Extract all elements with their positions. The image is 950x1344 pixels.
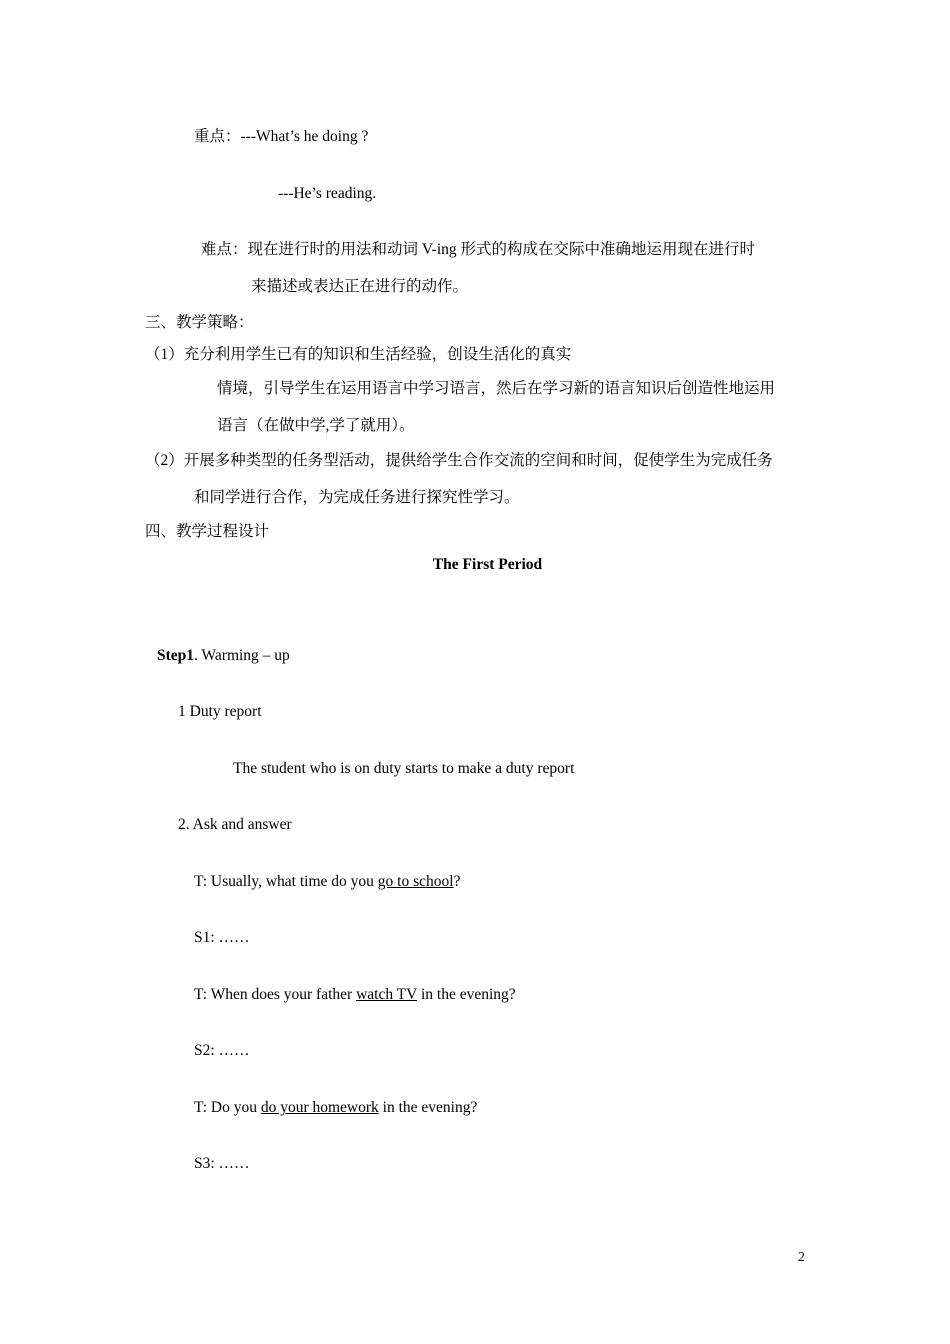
key-points-label: 重点： <box>194 128 241 145</box>
dialog-s1: S1: …… <box>194 929 250 946</box>
dialog-t3-post: in the evening? <box>378 1099 478 1116</box>
strategy-item-2-line-2: 和同学进行合作，为完成任务进行探究性学习。 <box>194 489 520 506</box>
dialog-t2-underlined: watch TV <box>356 986 418 1003</box>
strategy-item-2-line-1: （2）开展多种类型的任务型活动，提供给学生合作交流的空间和时间，促使学生为完成任务 <box>145 452 773 469</box>
dialog-s3: S3: …… <box>194 1155 250 1172</box>
key-points-answer: ---He’s reading. <box>278 185 377 202</box>
strategy-item-1-line-2: 情境，引导学生在运用语言中学习语言，然后在学习新的语言知识后创造性地运用 <box>217 380 776 397</box>
step1-sub1-text: The student who is on duty starts to make a duty report <box>233 760 575 777</box>
dialog-t2-post: in the evening? <box>417 986 516 1003</box>
key-points-q: ---What’s he doing ? <box>240 128 369 145</box>
strategy-item-1-line-3: 语言（在做中学,学了就用）。 <box>217 417 415 434</box>
step1-sub1: 1 Duty report <box>178 703 262 720</box>
dialog-t3-underlined: do your homework <box>260 1099 379 1116</box>
dialog-t3-pre: T: Do you <box>194 1099 261 1116</box>
difficulty-label: 难点： <box>201 241 248 258</box>
page-number: 2 <box>798 1250 805 1265</box>
dialog-t3 <box>194 1098 477 1118</box>
dialog-t2 <box>194 985 516 1005</box>
difficulty-line-2: 来描述或表达正在进行的动作。 <box>251 278 469 295</box>
period-title: The First Period <box>432 556 543 573</box>
step1-label: Step1 <box>157 647 195 664</box>
dialog-t1-underlined: go to school <box>377 873 454 890</box>
dialog-t1 <box>194 872 460 892</box>
key-points-question <box>194 127 368 147</box>
process-heading: 四、教学过程设计 <box>145 523 270 540</box>
step1-heading <box>157 646 290 666</box>
strategy-item-1-line-1: （1）充分利用学生已有的知识和生活经验，创设生活化的真实 <box>145 346 572 363</box>
step1-rest: . Warming – up <box>194 647 290 664</box>
difficulty-line-1 <box>201 240 755 260</box>
dialog-t1-pre: T: Usually, what time do you <box>194 873 378 890</box>
difficulty-text: 现在进行时的用法和动词 V-ing 形式的构成在交际中准确地运用现在进行时 <box>247 241 756 258</box>
dialog-t1-post: ? <box>453 873 461 890</box>
dialog-t2-pre: T: When does your father <box>194 986 357 1003</box>
strategy-heading: 三、教学策略： <box>145 314 254 331</box>
step1-sub2: 2. Ask and answer <box>178 816 292 833</box>
dialog-s2: S2: …… <box>194 1042 250 1059</box>
